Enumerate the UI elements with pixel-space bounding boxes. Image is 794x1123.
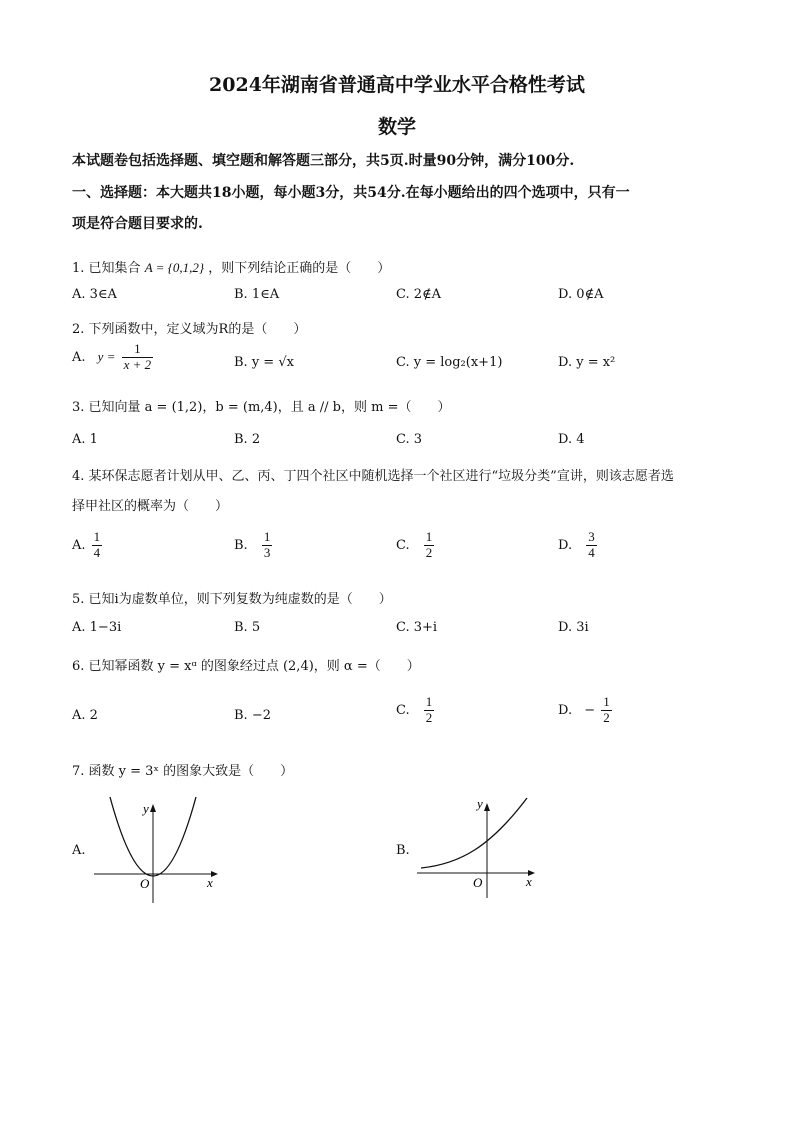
question-4-option-c-fraction — [424, 530, 435, 561]
exam-title: 2024年湖南省普通高中学业水平合格性考试 — [209, 74, 585, 96]
question-7-graph-b — [415, 792, 545, 902]
question-2-option-a-label: A. — [72, 349, 86, 365]
question-1-post: ，则下列结论正确的是（ ） — [208, 261, 391, 276]
fraction-denominator: 2 — [603, 709, 610, 725]
fraction-denominator: 4 — [93, 544, 101, 560]
subject-title: 数学 — [377, 116, 416, 138]
option-label: C. — [396, 702, 410, 718]
question-4-option-a — [72, 530, 104, 561]
section-heading-line2: 项是符合题目要求的. — [72, 216, 203, 232]
question-1-option-a: A. 3∈A — [72, 287, 117, 302]
question-2-option-d: D. y = x² — [558, 355, 616, 370]
question-6-option-c — [396, 695, 436, 726]
question-4-option-b — [234, 530, 274, 561]
instructions: 本试题卷包括选择题、填空题和解答题三部分，共5页.时量90分钟，满分100分. — [72, 153, 575, 169]
section-heading-line1: 一、选择题：本大题共18小题，每小题3分，共54分.在每小题给出的四个选项中，只有一 — [72, 185, 630, 201]
question-3-option-a: A. 1 — [72, 432, 98, 447]
fraction-numerator: 1 — [425, 694, 433, 709]
question-3-option-c: C. 3 — [396, 432, 423, 447]
question-6-option-d-fraction — [601, 695, 612, 726]
x-axis-label: x — [207, 875, 213, 890]
fraction-denominator: 3 — [263, 544, 271, 560]
question-1-pre: 1. 已知集合 — [72, 261, 141, 276]
question-1-option-b: B. 1∈A — [234, 287, 280, 302]
question-2: 2. 下列函数中，定义域为R的是（ ） — [72, 322, 307, 337]
exponential-curve — [421, 798, 527, 868]
question-4-option-d-fraction — [586, 530, 597, 561]
question-2-option-a-fraction — [122, 342, 154, 373]
fraction-numerator: 1 — [425, 529, 433, 544]
question-7: 7. 函数 y = 3ˣ 的图象大致是（ ） — [72, 764, 294, 779]
question-2-option-a-lhs: y = — [97, 348, 116, 364]
question-6-option-c-fraction — [424, 695, 435, 726]
option-label: D. — [558, 537, 573, 553]
question-4-option-b-fraction — [262, 530, 273, 561]
option-label: D. — [558, 702, 573, 718]
option-label: A. — [72, 537, 86, 553]
question-5-option-d: D. 3i — [558, 620, 589, 635]
origin-label: O — [140, 876, 150, 891]
question-1-option-c: C. 2∉A — [396, 287, 442, 302]
fraction-numerator: 1 — [122, 342, 154, 358]
fraction-numerator: 1 — [263, 529, 271, 544]
origin-label: O — [473, 875, 483, 890]
question-6-option-a: A. 2 — [72, 708, 98, 723]
question-5-option-a: A. 1−3i — [72, 620, 122, 635]
question-7-graph-b-label: B. — [396, 843, 410, 858]
y-axis-arrow-icon — [150, 804, 156, 812]
question-5-option-b: B. 5 — [234, 620, 261, 635]
question-2-option-b: B. y = √x — [234, 355, 294, 370]
question-7-graph-a-label: A. — [72, 843, 86, 858]
question-4-option-a-fraction — [92, 530, 103, 561]
question-3-option-b: B. 2 — [234, 432, 261, 447]
question-5: 5. 已知i为虚数单位，则下列复数为纯虚数的是（ ） — [72, 592, 392, 607]
question-4-line1: 4. 某环保志愿者计划从甲、乙、丙、丁四个社区中随机选择一个社区进行“垃圾分类”宣讲，则该志愿者选 — [72, 469, 674, 484]
question-2-option-c: C. y = log₂(x+1) — [396, 355, 503, 370]
question-5-option-c: C. 3+i — [396, 620, 438, 635]
fraction-numerator: 1 — [93, 529, 101, 544]
y-axis-label: y — [477, 796, 483, 811]
question-6: 6. 已知幂函数 y = xᵅ 的图象经过点 (2,4)，则 α =（ ） — [72, 659, 420, 674]
question-4-option-d — [558, 530, 599, 561]
fraction-denominator: 4 — [588, 544, 595, 560]
question-1-option-d: D. 0∉A — [558, 287, 604, 302]
question-2-option-a — [72, 342, 155, 373]
question-4-line2: 择甲社区的概率为（ ） — [72, 499, 229, 514]
fraction-denominator: 2 — [425, 544, 433, 560]
question-3: 3. 已知向量 a = (1,2)，b = (m,4)，且 a // b，则 m =（ ） — [72, 400, 451, 415]
fraction-numerator: 3 — [588, 529, 595, 544]
fraction-numerator: 1 — [603, 694, 610, 709]
question-1-set: A = {0,1,2} — [144, 260, 205, 275]
fraction-denominator: 2 — [425, 709, 433, 725]
question-4-option-c — [396, 530, 436, 561]
y-axis-label: y — [143, 801, 149, 816]
minus-sign: − — [584, 702, 596, 718]
question-1 — [72, 257, 390, 276]
question-6-option-d — [558, 695, 614, 726]
question-7-graph-a — [88, 795, 228, 907]
question-3-option-d: D. 4 — [558, 432, 585, 447]
option-label: C. — [396, 537, 410, 553]
fraction-denominator: x + 2 — [123, 356, 152, 372]
question-6-option-b: B. −2 — [234, 708, 271, 723]
option-label: B. — [234, 537, 248, 553]
x-axis-label: x — [526, 874, 532, 889]
y-axis-arrow-icon — [484, 803, 490, 811]
